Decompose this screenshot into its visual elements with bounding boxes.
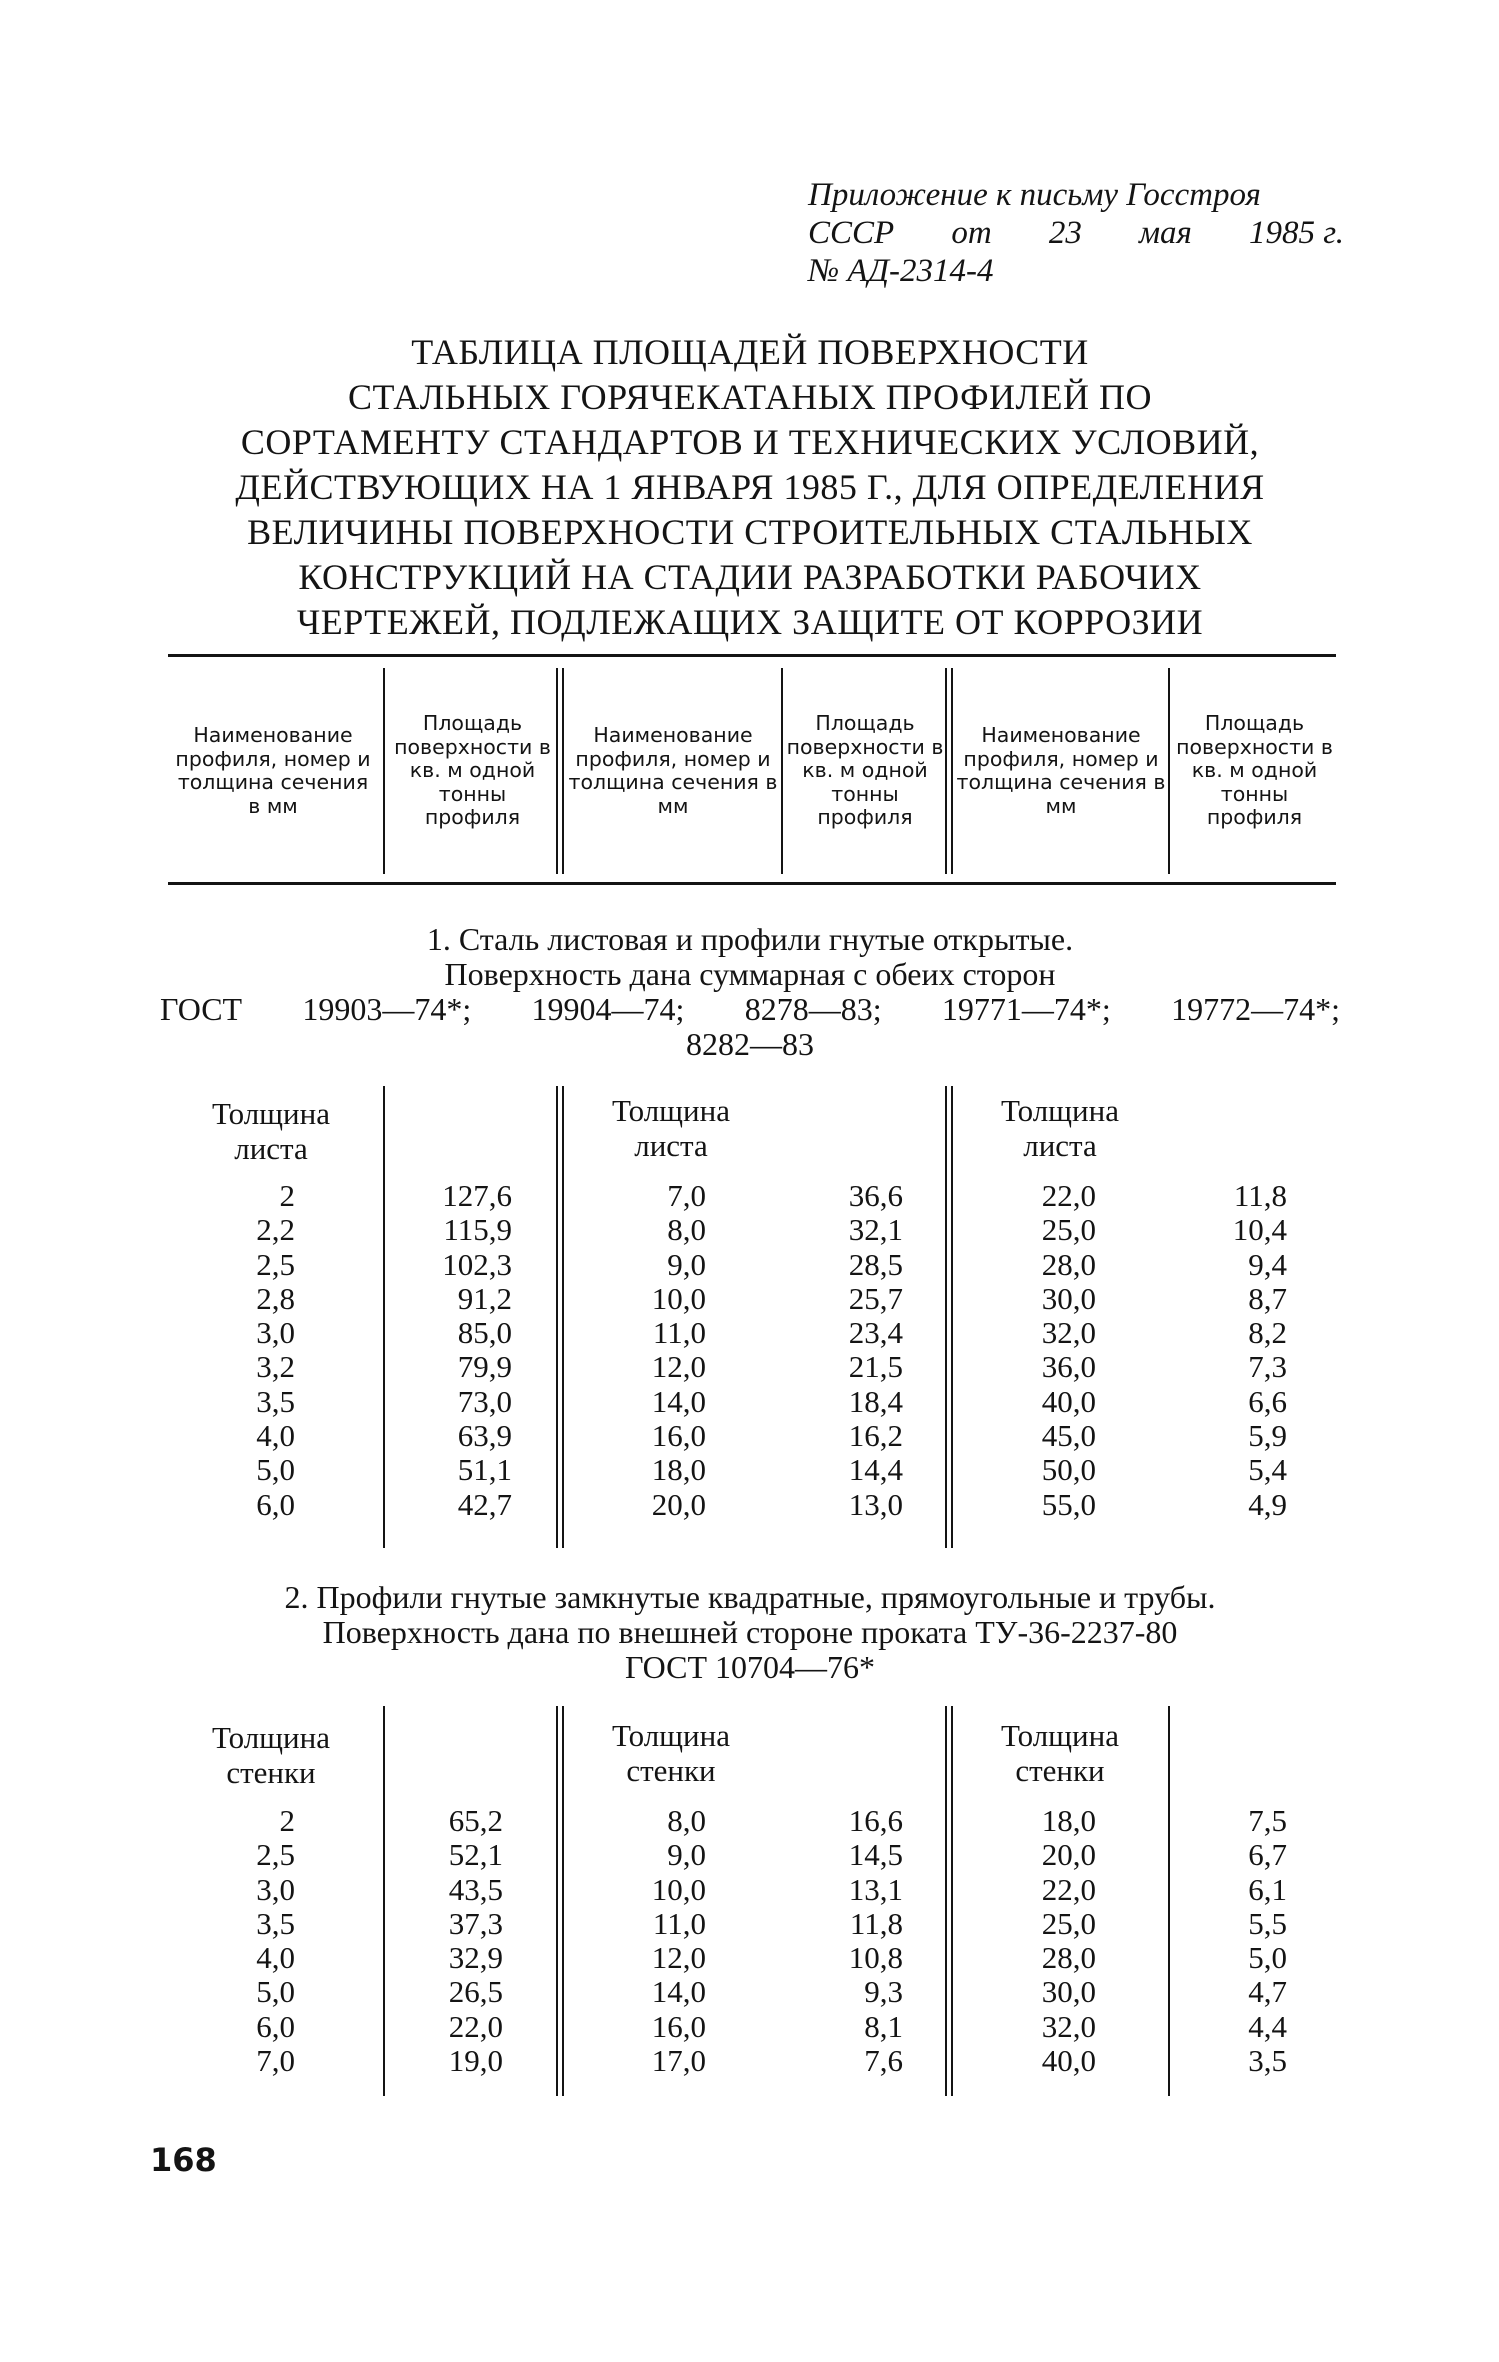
section-1-line: 8282—83 [686, 1026, 814, 1062]
table-cell: 16,2 [848, 1418, 903, 1454]
column-divider [1168, 1706, 1170, 2096]
table-cell: 40,0 [1041, 2043, 1096, 2079]
column-label: Толщина стенки [1001, 1718, 1119, 1788]
table-cell: 32,9 [448, 1940, 503, 1976]
epigraph-word: 1985 г. [1249, 215, 1344, 251]
table-cell: 5,0 [256, 1974, 295, 2010]
header-divider [1168, 668, 1170, 874]
column-divider [945, 1706, 947, 2096]
table-cell: 2,5 [256, 1246, 295, 1282]
column-divider [383, 1086, 385, 1548]
table-cell: 9,4 [1248, 1246, 1287, 1282]
gost-token: 19904—74; [531, 991, 685, 1027]
table-cell: 28,0 [1041, 1940, 1096, 1976]
table-cell: 3,5 [256, 1905, 295, 1941]
table-cell: 7,0 [256, 2043, 295, 2079]
table-cell: 127,6 [442, 1178, 512, 1213]
table-cell: 2 [279, 1178, 295, 1213]
gost-token: 19771—74*; [941, 991, 1111, 1027]
table-cell: 2,8 [256, 1280, 295, 1316]
table-cell: 7,0 [667, 1178, 706, 1213]
table-cell: 9,0 [667, 1837, 706, 1873]
table-cell: 23,4 [848, 1315, 903, 1351]
document-title [160, 330, 1340, 645]
table-cell: 6,0 [256, 2008, 295, 2044]
section-1-heading [160, 922, 1340, 1062]
table-cell: 45,0 [1041, 1418, 1096, 1454]
section-1-gost-line [160, 992, 1340, 1027]
table-cell: 30,0 [1041, 1280, 1096, 1316]
table-cell: 40,0 [1041, 1383, 1096, 1419]
header-cell: Площадь поверхности в кв. м одной тонны профиля [786, 711, 944, 830]
column-divider [562, 1706, 564, 2096]
table-cell: 8,7 [1248, 1280, 1287, 1316]
table-cell: 63,9 [457, 1418, 512, 1454]
table-cell: 20,0 [651, 1486, 706, 1522]
header-divider [383, 668, 385, 874]
table-cell: 11,8 [849, 1905, 903, 1941]
column-label: Толщина листа [212, 1096, 330, 1166]
table-cell: 5,0 [256, 1452, 295, 1488]
page-number: 168 [150, 2141, 217, 2179]
table-cell: 36,0 [1041, 1349, 1096, 1385]
table-cell: 12,0 [651, 1349, 706, 1385]
epigraph-word: 23 [1048, 215, 1082, 251]
table-cell: 18,0 [651, 1452, 706, 1488]
table-cell: 28,5 [848, 1246, 903, 1282]
column-divider [383, 1706, 385, 2096]
section-2-line: Поверхность дана по внешней стороне проката ТУ-36-2237-80 [322, 1614, 1178, 1650]
table-cell: 4,4 [1248, 2008, 1287, 2044]
table-cell: 22,0 [1041, 1178, 1096, 1213]
area-column [1180, 1179, 1287, 1522]
table-cell: 6,0 [256, 1486, 295, 1522]
table-cell: 115,9 [443, 1212, 512, 1248]
column-divider [556, 1706, 558, 2096]
epigraph-line-2 [808, 214, 1344, 252]
table-cell: 14,5 [848, 1837, 903, 1873]
table-cell: 2,5 [256, 1837, 295, 1873]
table-cell: 79,9 [457, 1349, 512, 1385]
table-cell: 9,3 [864, 1974, 903, 2010]
table-cell: 6,7 [1248, 1837, 1287, 1873]
table-cell: 3,5 [256, 1383, 295, 1419]
table-cell: 17,0 [651, 2043, 706, 2079]
table-cell: 16,0 [651, 2008, 706, 2044]
table-cell: 26,5 [448, 1974, 503, 2010]
table-cell: 21,5 [848, 1349, 903, 1385]
table-cell: 3,2 [256, 1349, 295, 1385]
title-line: КОНСТРУКЦИЙ НА СТАДИИ РАЗРАБОТКИ РАБОЧИХ [298, 557, 1202, 597]
title-line: ТАБЛИЦА ПЛОЩАДЕЙ ПОВЕРХНОСТИ [411, 332, 1089, 372]
header-top-rule [168, 654, 1336, 657]
table-cell: 50,0 [1041, 1452, 1096, 1488]
table-cell: 16,0 [651, 1418, 706, 1454]
table-cell: 37,3 [448, 1905, 503, 1941]
epigraph-word: мая [1138, 215, 1192, 251]
table-cell: 32,0 [1041, 2008, 1096, 2044]
column-label: Толщина листа [1001, 1093, 1119, 1163]
table-cell: 5,4 [1248, 1452, 1287, 1488]
section-1-line: 1. Сталь листовая и профили гнутые открытые. [426, 921, 1074, 957]
column-divider [945, 1086, 947, 1548]
table-cell: 102,3 [442, 1246, 512, 1282]
table-cell: 6,6 [1248, 1383, 1287, 1419]
table-cell: 42,7 [457, 1486, 512, 1522]
table-cell: 7,5 [1248, 1803, 1287, 1838]
table-cell: 13,0 [848, 1486, 903, 1522]
header-bottom-rule [168, 882, 1336, 885]
table-cell: 19,0 [448, 2043, 503, 2079]
epigraph-line-1: Приложение к письму Госстроя [808, 177, 1261, 213]
title-line: ЧЕРТЕЖЕЙ, ПОДЛЕЖАЩИХ ЗАЩИТЕ ОТ КОРРОЗИИ [296, 602, 1204, 642]
table-cell: 10,4 [1232, 1212, 1287, 1248]
area-column [390, 1804, 503, 2078]
table-cell: 12,0 [651, 1940, 706, 1976]
gost-token: 19903—74*; [302, 991, 472, 1027]
title-line: ВЕЛИЧИНЫ ПОВЕРХНОСТИ СТРОИТЕЛЬНЫХ СТАЛЬНЫХ [247, 512, 1253, 552]
table-cell: 2,2 [256, 1212, 295, 1248]
table-cell: 65,2 [448, 1803, 503, 1838]
table-cell: 4,9 [1248, 1486, 1287, 1522]
table-cell: 25,0 [1041, 1905, 1096, 1941]
table-cell: 5,0 [1248, 1940, 1287, 1976]
column-divider [951, 1706, 953, 2096]
table-cell: 10,0 [651, 1871, 706, 1907]
table-cell: 4,0 [256, 1940, 295, 1976]
gost-token: ГОСТ [160, 991, 243, 1027]
header-cell: Наименование профиля, номер и толщина сечения в мм [956, 723, 1166, 818]
table-cell: 3,0 [256, 1315, 295, 1351]
thickness-column [180, 1804, 295, 2078]
table-cell: 11,8 [1233, 1178, 1287, 1213]
table-cell: 8,0 [667, 1803, 706, 1838]
table-cell: 8,2 [1248, 1315, 1287, 1351]
column-label: Толщина стенки [612, 1718, 730, 1788]
table-cell: 85,0 [457, 1315, 512, 1351]
table-cell: 4,0 [256, 1418, 295, 1454]
column-label: Толщина листа [612, 1093, 730, 1163]
table-cell: 11,0 [652, 1905, 706, 1941]
thickness-column [180, 1179, 295, 1522]
table-cell: 13,1 [848, 1871, 903, 1907]
table-cell: 10,8 [848, 1940, 903, 1976]
area-column [390, 1179, 512, 1522]
table-cell: 5,9 [1248, 1418, 1287, 1454]
table-cell: 36,6 [848, 1178, 903, 1213]
header-cell: Площадь поверхности в кв. м одной тонны профиля [394, 711, 551, 830]
title-line: СТАЛЬНЫХ ГОРЯЧЕКАТАНЫХ ПРОФИЛЕЙ ПО [348, 377, 1152, 417]
section-2-line: 2. Профили гнутые замкнутые квадратные, прямоугольные и трубы. [284, 1579, 1216, 1615]
table-cell: 51,1 [457, 1452, 512, 1488]
section-2-heading [160, 1580, 1340, 1685]
table-cell: 7,3 [1248, 1349, 1287, 1385]
table-cell: 32,0 [1041, 1315, 1096, 1351]
header-divider [781, 668, 783, 874]
title-line: ДЕЙСТВУЮЩИХ НА 1 ЯНВАРЯ 1985 Г., ДЛЯ ОПРЕДЕЛЕНИЯ [235, 467, 1265, 507]
epigraph-line-3: № АД-2314-4 [808, 253, 994, 289]
thickness-column [590, 1179, 706, 1522]
header-divider [556, 668, 558, 874]
table-cell: 91,2 [457, 1280, 512, 1316]
table-cell: 25,0 [1041, 1212, 1096, 1248]
table-cell: 3,0 [256, 1871, 295, 1907]
table-cell: 20,0 [1041, 1837, 1096, 1873]
column-label: Толщина стенки [212, 1720, 330, 1790]
gost-token: 8278—83; [744, 991, 882, 1027]
header-divider [562, 668, 564, 874]
thickness-column [980, 1804, 1096, 2078]
header-cell: Наименование профиля, номер и толщина сечения в мм [175, 723, 371, 818]
table-cell: 18,0 [1041, 1803, 1096, 1838]
area-column [790, 1804, 903, 2078]
epigraph-word: СССР [808, 215, 895, 251]
table-cell: 22,0 [1041, 1871, 1096, 1907]
table-cell: 32,1 [848, 1212, 903, 1248]
table-cell: 3,5 [1248, 2043, 1287, 2079]
table-cell: 2 [279, 1803, 295, 1838]
table-cell: 55,0 [1041, 1486, 1096, 1522]
epigraph-word: от [951, 215, 992, 251]
table-cell: 7,6 [864, 2043, 903, 2079]
column-divider [556, 1086, 558, 1548]
table-cell: 18,4 [848, 1383, 903, 1419]
table-cell: 30,0 [1041, 1974, 1096, 2010]
table-cell: 11,0 [652, 1315, 706, 1351]
thickness-column [590, 1804, 706, 2078]
column-divider [951, 1086, 953, 1548]
header-divider [951, 668, 953, 874]
header-cell: Наименование профиля, номер и толщина сечения в мм [568, 723, 778, 818]
table-cell: 16,6 [848, 1803, 903, 1838]
column-divider [562, 1086, 564, 1548]
header-divider [945, 668, 947, 874]
area-column [790, 1179, 903, 1522]
table-cell: 4,7 [1248, 1974, 1287, 2010]
thickness-column [980, 1179, 1096, 1522]
table-cell: 28,0 [1041, 1246, 1096, 1282]
table-cell: 8,0 [667, 1212, 706, 1248]
table-cell: 14,4 [848, 1452, 903, 1488]
table-cell: 14,0 [651, 1974, 706, 2010]
table-cell: 6,1 [1248, 1871, 1287, 1907]
table-cell: 14,0 [651, 1383, 706, 1419]
area-column [1180, 1804, 1287, 2078]
header-cell: Площадь поверхности в кв. м одной тонны профиля [1176, 711, 1333, 830]
section-1-line: Поверхность дана суммарная с обеих сторон [444, 956, 1056, 992]
section-2-line: ГОСТ 10704—76* [624, 1649, 876, 1685]
title-line: СОРТАМЕНТУ СТАНДАРТОВ И ТЕХНИЧЕСКИХ УСЛОВИЙ, [240, 422, 1260, 462]
table-cell: 43,5 [448, 1871, 503, 1907]
table-cell: 10,0 [651, 1280, 706, 1316]
table-cell: 52,1 [448, 1837, 503, 1873]
table-cell: 25,7 [848, 1280, 903, 1316]
table-cell: 22,0 [448, 2008, 503, 2044]
table-cell: 5,5 [1248, 1905, 1287, 1941]
table-cell: 9,0 [667, 1246, 706, 1282]
gost-token: 19772—74*; [1171, 991, 1340, 1027]
table-cell: 73,0 [457, 1383, 512, 1419]
table-cell: 8,1 [864, 2008, 903, 2044]
epigraph [808, 176, 1344, 290]
